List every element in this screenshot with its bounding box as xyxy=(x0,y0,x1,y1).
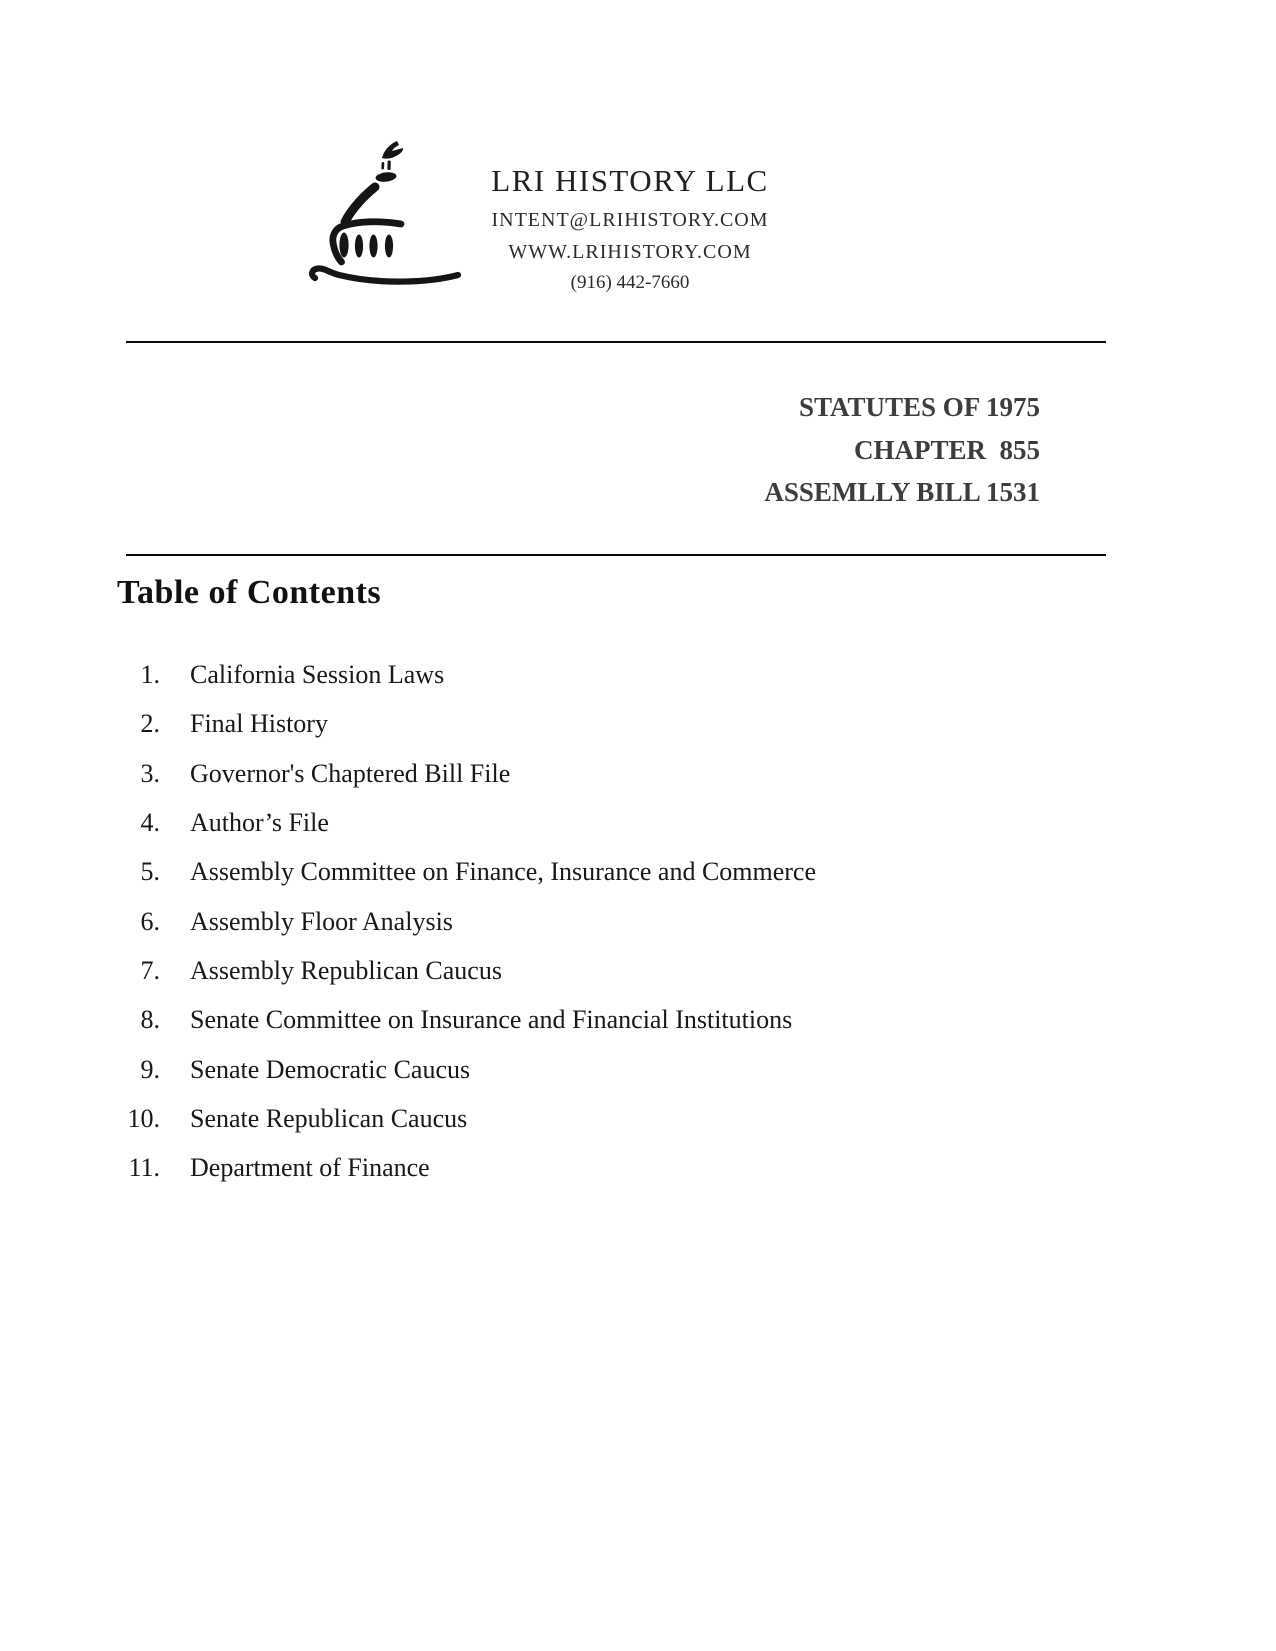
toc-item-label: Assembly Republican Caucus xyxy=(190,956,502,986)
toc-item xyxy=(96,847,1096,896)
toc-item-number: 4. xyxy=(140,808,160,838)
toc-item-number: 6. xyxy=(140,906,160,936)
toc-item-number: 3. xyxy=(140,758,160,788)
toc-item xyxy=(96,1094,1096,1143)
toc-item-number: 10. xyxy=(127,1104,160,1134)
chapter-line: CHAPTER 855 xyxy=(853,434,1040,465)
toc-item-label: Assembly Committee on Finance, Insurance and Commerce xyxy=(190,857,817,887)
toc-item xyxy=(96,897,1096,946)
toc-item-number: 5. xyxy=(140,857,160,887)
company-name: LRI HISTORY LLC xyxy=(491,163,769,198)
toc-item xyxy=(96,1045,1096,1094)
toc-item-number: 1. xyxy=(140,660,160,689)
toc-item-label: Senate Democratic Caucus xyxy=(190,1054,471,1084)
toc-item-label: Department of Finance xyxy=(190,1153,430,1183)
company-email: INTENT@LRIHISTORY.COM xyxy=(491,209,769,231)
toc-item-number: 2. xyxy=(140,709,160,739)
toc-list xyxy=(96,650,1096,1193)
toc-item-label: California Session Laws xyxy=(190,660,445,689)
toc-item-number: 11. xyxy=(128,1153,160,1183)
toc-item-label: Final History xyxy=(190,709,328,739)
toc-item-number: 8. xyxy=(140,1005,160,1035)
toc-item xyxy=(96,1143,1096,1192)
toc-heading: Table of Contents xyxy=(117,574,382,611)
toc-item xyxy=(96,749,1096,798)
toc-item-number: 7. xyxy=(140,956,160,986)
toc-item-label: Senate Republican Caucus xyxy=(190,1104,468,1134)
toc-item xyxy=(96,946,1096,995)
toc-item xyxy=(96,650,1096,699)
toc-item-label: Governor's Chaptered Bill File xyxy=(190,758,511,788)
horizontal-rule-top xyxy=(126,341,1106,343)
toc-item-label: Author’s File xyxy=(190,808,329,838)
toc-item xyxy=(96,995,1096,1044)
company-website: WWW.LRIHISTORY.COM xyxy=(508,241,752,263)
toc-item xyxy=(96,798,1096,847)
toc-item xyxy=(96,699,1096,748)
statutes-line: STATUTES OF 1975 xyxy=(798,392,1040,422)
horizontal-rule-bottom xyxy=(126,554,1106,556)
toc-item-label: Assembly Floor Analysis xyxy=(190,906,453,936)
statute-reference-block xyxy=(764,386,1040,514)
assembly-bill-line: ASSEMLLY BILL 1531 xyxy=(764,477,1040,507)
company-phone: (916) 442-7660 xyxy=(570,272,690,293)
toc-item-number: 9. xyxy=(140,1054,160,1084)
toc-item-label: Senate Committee on Insurance and Financial Institutions xyxy=(190,1005,793,1035)
